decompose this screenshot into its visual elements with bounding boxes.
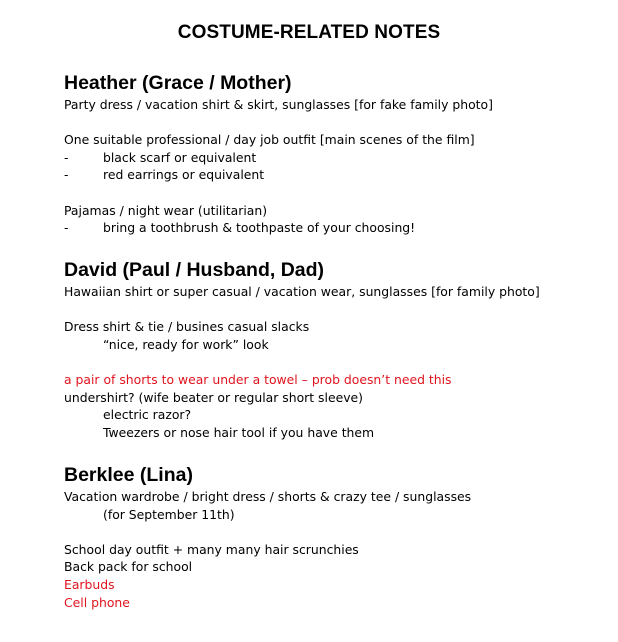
section-berklee bbox=[64, 462, 608, 611]
indented-note: Tweezers or nose hair tool if you have them bbox=[103, 424, 375, 440]
bullet-item bbox=[64, 219, 608, 237]
note-line: Hawaiian shirt or super casual / vacation wear, sunglasses [for family photo] bbox=[64, 284, 540, 299]
document-title: COSTUME-RELATED NOTES bbox=[177, 22, 441, 43]
note-line: School day outfit + many many hair scrunchies bbox=[64, 541, 359, 557]
indented-note: electric razor? bbox=[103, 407, 192, 423]
blank-line bbox=[64, 523, 608, 541]
bullet-dash: - bbox=[64, 149, 69, 165]
blank-line bbox=[64, 114, 608, 132]
note-line: One suitable professional / day job outfit [main scenes of the film] bbox=[64, 132, 475, 148]
blank-line bbox=[64, 184, 608, 202]
section-heading: David (Paul / Husband, Dad) bbox=[64, 259, 325, 281]
note-line: undershirt? (wife beater or regular short sleeve) bbox=[64, 389, 363, 405]
bullet-text: red earrings or equivalent bbox=[103, 167, 265, 183]
blank-line bbox=[64, 353, 608, 371]
bullet-dash: - bbox=[64, 167, 69, 183]
highlighted-note: a pair of shorts to wear under a towel – prob doesn’t need this bbox=[64, 371, 452, 387]
blank-line bbox=[64, 301, 608, 319]
bullet-text: bring a toothbrush & toothpaste of your choosing! bbox=[103, 220, 416, 236]
note-line: Pajamas / night wear (utilitarian) bbox=[64, 202, 268, 218]
bullet-text: black scarf or equivalent bbox=[103, 149, 257, 165]
section-david bbox=[64, 257, 608, 441]
bullet-dash: - bbox=[64, 220, 69, 236]
section-heading: Berklee (Lina) bbox=[64, 464, 193, 486]
bullet-item bbox=[64, 166, 608, 184]
section-heather bbox=[64, 70, 608, 237]
note-line: Party dress / vacation shirt & skirt, sunglasses [for fake family photo] bbox=[64, 97, 493, 112]
note-line: Back pack for school bbox=[64, 559, 193, 575]
highlighted-note: Earbuds bbox=[64, 576, 115, 592]
highlighted-note: Cell phone bbox=[64, 594, 130, 610]
note-line: Vacation wardrobe / bright dress / shorts & crazy tee / sunglasses bbox=[64, 489, 472, 504]
section-heading: Heather (Grace / Mother) bbox=[64, 72, 292, 94]
indented-note: “nice, ready for work” look bbox=[103, 336, 269, 352]
note-line: Dress shirt & tie / busines casual slacks bbox=[64, 319, 310, 335]
indented-note: (for September 11th) bbox=[103, 506, 235, 522]
bullet-item bbox=[64, 149, 608, 167]
